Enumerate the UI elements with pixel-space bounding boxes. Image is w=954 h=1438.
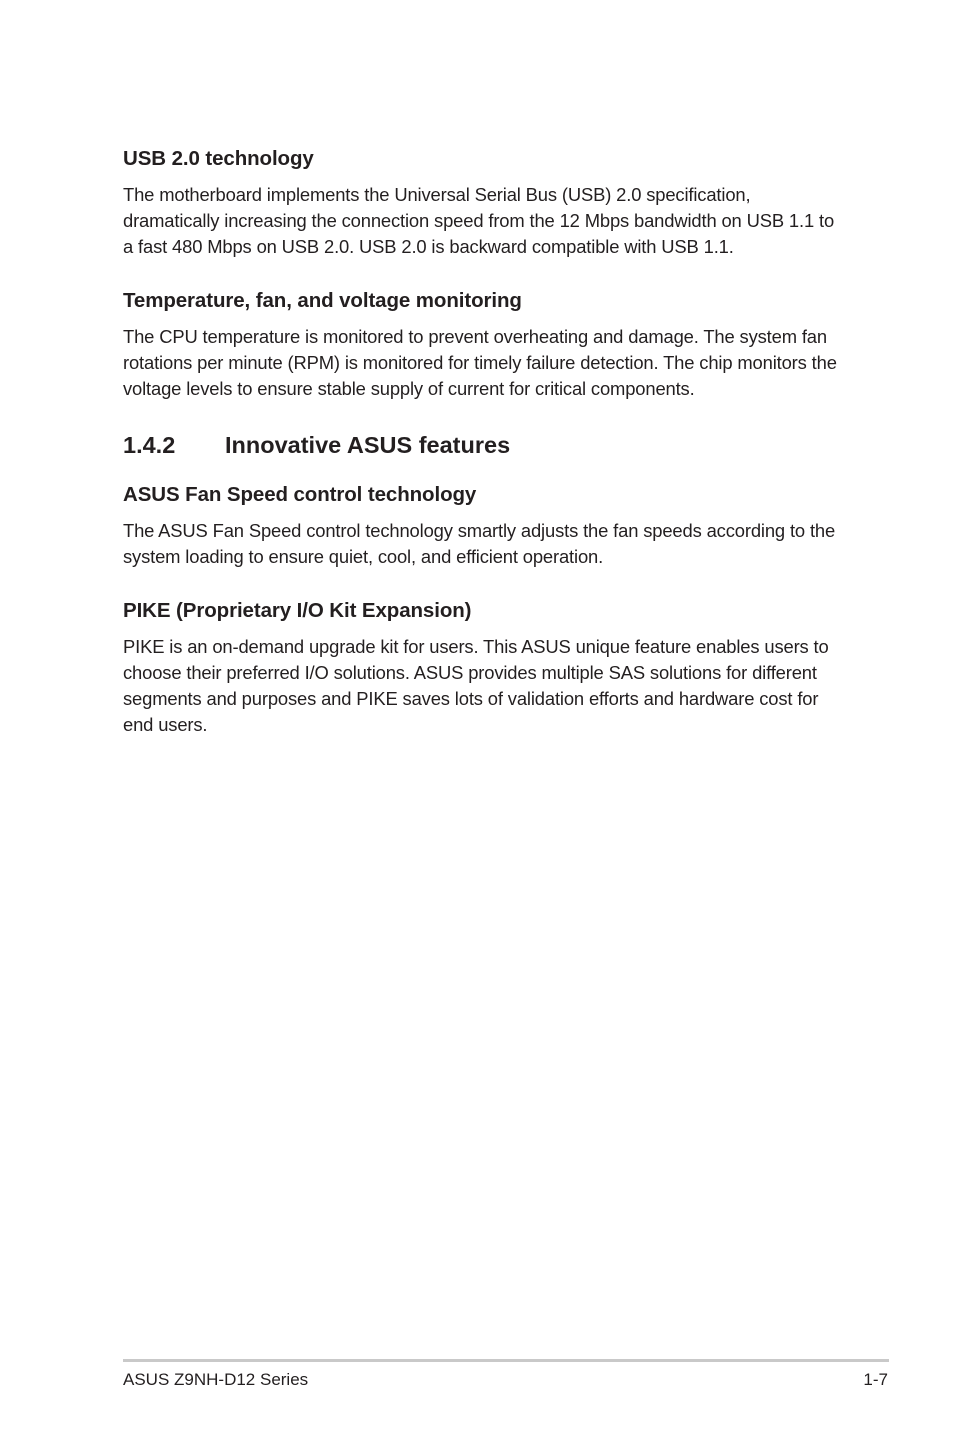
fan-heading: ASUS Fan Speed control technology: [123, 483, 477, 506]
fan-block: [123, 482, 843, 570]
pike-heading: PIKE (Proprietary I/O Kit Expansion): [123, 599, 472, 622]
usb-heading: USB 2.0 technology: [123, 147, 314, 170]
monitoring-body: The CPU temperature is monitored to prevent overheating and damage. The system fan rotations per minute (RPM) is monitored for timely failure detection. The chip monitors the voltage levels to ensure stable supply of current for critical components.: [123, 326, 837, 399]
section-heading: [123, 430, 843, 460]
section-number: 1.4.2: [123, 432, 176, 458]
footer-product: ASUS Z9NH-D12 Series: [123, 1370, 309, 1389]
page-content: [123, 146, 843, 766]
monitoring-heading: Temperature, fan, and voltage monitoring: [123, 289, 522, 312]
pike-body: PIKE is an on-demand upgrade kit for users. This ASUS unique feature enables users to choose their preferred I/O solutions. ASUS provides multiple SAS solutions for different segments and purposes and PIKE saves lots of validation efforts and hardware cost for end users.: [123, 636, 829, 735]
pike-block: [123, 598, 843, 738]
fan-body: The ASUS Fan Speed control technology smartly adjusts the fan speeds according to the system loading to ensure quiet, cool, and efficient operation.: [123, 520, 836, 567]
footer-page-number: 1-7: [863, 1370, 888, 1389]
usb-block: [123, 146, 843, 260]
footer-divider: [123, 1359, 889, 1362]
usb-body: The motherboard implements the Universal Serial Bus (USB) 2.0 specification, dramatically increasing the connection speed from the 12 Mbps bandwidth on USB 1.1 to a fast 480 Mbps on USB 2.0. USB 2.0 is backward compatible with USB 1.1.: [123, 184, 835, 257]
monitoring-block: [123, 288, 843, 402]
section-title: Innovative ASUS features: [225, 432, 511, 458]
